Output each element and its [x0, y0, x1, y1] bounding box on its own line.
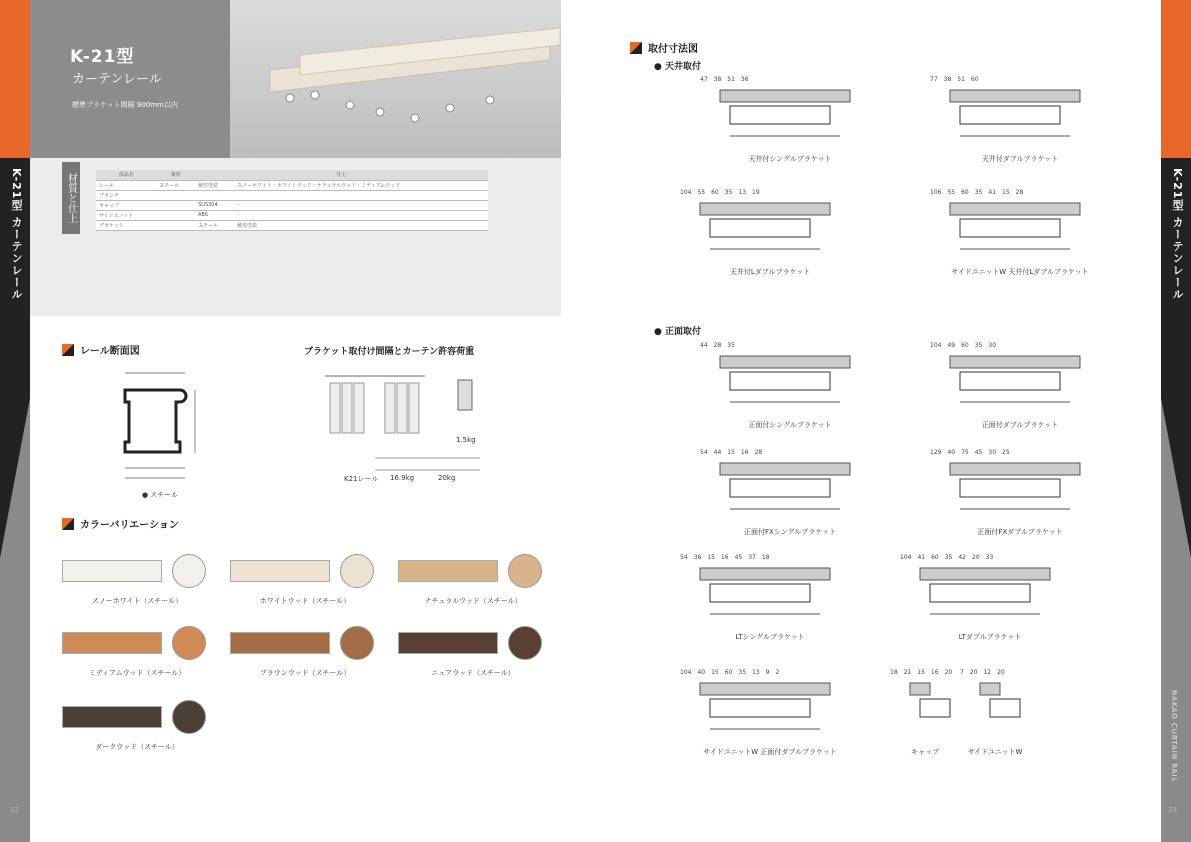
color-swatch [172, 626, 206, 660]
spec-cell: スノーホワイト・ホワイトウッド・ナチュラルウッド・ミディアムウッド [234, 180, 488, 190]
mount-diagram [930, 195, 1110, 265]
dimension-label: 49 [947, 342, 956, 349]
diagram-caption: 正面付ダブルブラケット [981, 421, 1059, 429]
dimension-label: 75 [961, 449, 969, 456]
color-swatch [172, 700, 206, 734]
dimension-label: 40 [697, 669, 706, 676]
diagram-caption: サイドユニットW 天井付Lダブルブラケット [951, 268, 1089, 276]
mount-diagram [680, 675, 860, 745]
vertical-brand: NAKAO CURTAIN RAIL [1170, 690, 1178, 783]
dimension-label: 33 [985, 554, 994, 561]
spec-cell: SUS304 [195, 200, 234, 210]
rail-section-caption: ● スチール [141, 491, 179, 499]
section-rail-heading [62, 342, 140, 357]
spec-cell [156, 190, 195, 200]
diagram-dimensions [930, 342, 1110, 349]
dimension-label: 35 [944, 554, 953, 561]
diagram-caption: キャップ [911, 748, 939, 756]
color-swatch [508, 554, 542, 588]
color-rail-sample [398, 560, 498, 582]
dimension-label: 55 [947, 189, 956, 196]
color-rail-sample [230, 632, 330, 654]
mount-diagram [700, 455, 880, 525]
hero-note: 標準ブラケット間隔 900mm以内 [72, 101, 178, 109]
section-mount-heading [630, 40, 698, 55]
dimension-label: 15 [727, 449, 735, 456]
spec-cell: サイドユニット [96, 210, 156, 220]
dimension-label: 42 [958, 554, 967, 561]
diagram-dimensions [960, 669, 1030, 676]
spec-cell: ブラケット [96, 220, 156, 230]
right-side-tab: K-21型 カーテンレール [1171, 168, 1184, 301]
dimension-label: 13 [752, 669, 760, 676]
dimension-label: 104 [930, 342, 942, 349]
section-bracket-heading: ブラケット取付け間隔とカーテン許容荷重 [304, 347, 475, 357]
dimension-label: 47 [700, 76, 708, 83]
dimension-label: 104 [900, 554, 912, 561]
dimension-label: 104 [680, 669, 692, 676]
spec-cell [156, 200, 195, 210]
dimension-label: 20 [969, 669, 978, 676]
dimension-label: 18 [761, 554, 770, 561]
bracket-load-val2: 20kg [438, 474, 456, 482]
dimension-label: 35 [738, 669, 747, 676]
dimension-label: 13 [738, 189, 747, 196]
bracket-load-weight: 1.5kg [456, 436, 476, 444]
dimension-label: 35 [724, 189, 733, 196]
color-swatch [340, 626, 374, 660]
mount-diagram [900, 560, 1080, 630]
diagram-caption: サイドユニットW [967, 748, 1023, 756]
color-name: ダークウッド（スチール） [95, 743, 179, 751]
dimension-label: 16 [720, 554, 729, 561]
dimension-label: 15 [1002, 189, 1010, 196]
color-rail-sample [230, 560, 330, 582]
dimension-label: 20 [972, 554, 980, 561]
dimension-label: 104 [680, 189, 692, 196]
dimension-label: 35 [974, 189, 983, 196]
left-side-bar [0, 0, 30, 842]
dimension-label: 19 [752, 189, 760, 196]
dimension-label: 20 [997, 669, 1005, 676]
spec-cell: ブランチ [96, 190, 156, 200]
table-row [96, 210, 488, 220]
spec-cell [234, 190, 488, 200]
color-name: ミディアムウッド（スチール） [88, 669, 186, 677]
mount-diagram [930, 455, 1110, 525]
section-mark-icon [630, 42, 642, 54]
diagram-dimensions [700, 342, 880, 349]
spec-header: 素材 [156, 170, 195, 180]
dimension-label: 60 [711, 189, 719, 196]
diagram-dimensions [930, 189, 1110, 196]
spec-cell: 焼付塗装 [234, 220, 488, 230]
diagram-dimensions [900, 554, 1080, 561]
diagram-dimensions [680, 189, 860, 196]
dimension-label: 35 [974, 342, 983, 349]
dimension-label: 37 [748, 554, 756, 561]
dimension-label: 54 [680, 554, 688, 561]
spec-table [96, 170, 488, 231]
dimension-label: 44 [713, 449, 722, 456]
spec-cell: スチール [156, 180, 195, 190]
left-side-tab: K-21型 カーテンレール [10, 168, 23, 301]
color-rail-sample [62, 632, 162, 654]
mount-diagram [930, 82, 1110, 152]
dimension-label: 106 [930, 189, 942, 196]
color-name: ナチュラルウッド（スチール） [424, 597, 522, 605]
color-rail-sample [398, 632, 498, 654]
ceiling-heading: ● 天井取付 [654, 62, 701, 72]
color-swatch [340, 554, 374, 588]
dimension-label: 28 [1015, 189, 1024, 196]
right-side-bar [1161, 0, 1191, 842]
diagram-caption: LTシングルブラケット [735, 633, 805, 641]
diagram-caption: 正面付FXシングルブラケット [744, 528, 836, 536]
diagram-caption: サイドユニットW 正面付ダブルブラケット [703, 748, 837, 756]
dimension-label: 18 [890, 669, 898, 676]
spec-cell: ABS [195, 210, 234, 220]
color-swatch [508, 626, 542, 660]
dimension-label: 55 [697, 189, 706, 196]
table-row [96, 200, 488, 210]
section-mark-icon [62, 344, 74, 356]
dimension-label: 9 [765, 669, 770, 676]
rail-cross-section-diagram [100, 368, 210, 498]
right-page-number: 23 [1168, 806, 1177, 814]
diagram-caption: 天井付シングルブラケット [748, 155, 832, 163]
spec-cell [156, 210, 195, 220]
diagram-dimensions [930, 449, 1110, 456]
spec-cell: スチール [195, 220, 234, 230]
dimension-label: 28 [754, 449, 763, 456]
dimension-label: 25 [1002, 449, 1010, 456]
table-row [96, 220, 488, 230]
dimension-label: 41 [988, 189, 997, 196]
dimension-label: 2 [775, 669, 780, 676]
dimension-label: 21 [903, 669, 912, 676]
color-swatch [172, 554, 206, 588]
mount-diagram [680, 195, 860, 265]
spec-cell: - [234, 200, 488, 210]
dimension-label: 15 [707, 554, 715, 561]
dimension-label: 15 [711, 669, 719, 676]
diagram-dimensions [680, 669, 860, 676]
hero-image [230, 0, 561, 158]
hero-subtitle: カーテンレール [72, 72, 162, 87]
spec-cell [195, 190, 234, 200]
dimension-label: 20 [944, 669, 953, 676]
mount-diagram [700, 82, 880, 152]
dimension-label: 38 [943, 76, 952, 83]
mount-diagram [890, 675, 960, 745]
diagram-dimensions [890, 669, 960, 676]
mount-diagram [960, 675, 1030, 745]
color-rail-sample [62, 706, 162, 728]
spec-header: 仕上 [195, 170, 488, 180]
dimension-label: 45 [974, 449, 983, 456]
color-name: スノーホワイト（スチール） [91, 597, 183, 605]
hero-title: K-21型 [70, 47, 135, 67]
spec-header: 部品名 [96, 170, 156, 180]
dimension-label: 54 [700, 449, 708, 456]
spec-cell: 焼付塗装 [195, 180, 234, 190]
dimension-label: 16 [740, 449, 749, 456]
color-name: ホワイトウッド（スチール） [259, 597, 351, 605]
color-rail-sample [62, 560, 162, 582]
mount-diagram [930, 348, 1110, 418]
table-row [96, 190, 488, 200]
dimension-label: 60 [970, 76, 979, 83]
table-row [96, 180, 488, 190]
dimension-label: 12 [983, 669, 992, 676]
dimension-label: 77 [930, 76, 938, 83]
front-heading: ● 正面取付 [654, 327, 701, 337]
diagram-caption: 天井付Lダブルブラケット [729, 268, 811, 276]
dimension-label: 129 [930, 449, 942, 456]
spec-cell [156, 220, 195, 230]
spec-cell: - [234, 210, 488, 220]
dimension-label: 35 [727, 342, 735, 349]
diagram-caption: 正面付FXダブルブラケット [977, 528, 1063, 536]
diagram-caption: 正面付シングルブラケット [748, 421, 832, 429]
dimension-label: 60 [931, 554, 939, 561]
dimension-label: 41 [917, 554, 926, 561]
dimension-label: 30 [988, 449, 997, 456]
bracket-load-diagram [320, 368, 490, 488]
bracket-load-val1: 16.9kg [390, 474, 415, 482]
spec-cell: キャップ [96, 200, 156, 210]
color-name: ニュアウッド（スチール） [431, 669, 515, 677]
rail-photo [230, 0, 561, 158]
spec-cell: レール [96, 180, 156, 190]
dimension-label: 16 [930, 669, 939, 676]
dimension-label: 36 [740, 76, 749, 83]
dimension-label: 45 [734, 554, 743, 561]
dimension-label: 30 [988, 342, 997, 349]
diagram-caption: 天井付ダブルブラケット [981, 155, 1059, 163]
dimension-label: 40 [947, 449, 956, 456]
section-title: レール断面図 [80, 346, 140, 357]
section-title: 取付寸法図 [648, 44, 698, 55]
diagram-dimensions [700, 449, 880, 456]
dimension-label: 36 [693, 554, 702, 561]
dimension-label: 15 [917, 669, 925, 676]
dimension-label: 60 [961, 342, 969, 349]
color-name: ブラウンウッド（スチール） [259, 669, 351, 677]
mount-diagram [680, 560, 860, 630]
dimension-label: 51 [727, 76, 735, 83]
dimension-label: 51 [957, 76, 965, 83]
section-mark-icon [62, 518, 74, 530]
bracket-load-k21: K21レール [344, 475, 379, 483]
left-page-number: 22 [10, 806, 19, 814]
diagram-dimensions [930, 76, 1110, 83]
materials-tag: 材質と仕上 [62, 162, 80, 234]
mount-diagram [700, 348, 880, 418]
diagram-dimensions [700, 76, 880, 83]
dimension-label: 28 [713, 342, 722, 349]
diagram-caption: LTダブルブラケット [958, 633, 1022, 641]
dimension-label: 60 [724, 669, 733, 676]
spec-header-row [96, 170, 488, 180]
section-title: カラーバリエーション [80, 520, 179, 531]
dimension-label: 60 [961, 189, 969, 196]
dimension-label: 44 [700, 342, 708, 349]
diagram-dimensions [680, 554, 860, 561]
section-colors-heading [62, 516, 179, 531]
dimension-label: 7 [960, 669, 964, 676]
dimension-label: 38 [713, 76, 722, 83]
